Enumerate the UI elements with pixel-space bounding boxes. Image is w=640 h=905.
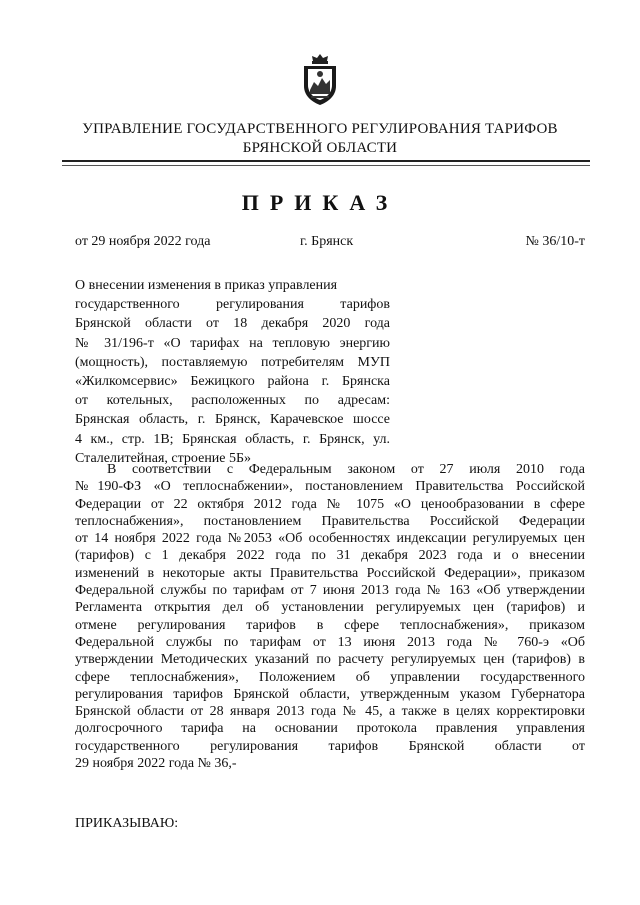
subject-line: 4 км., стр. 1В; Брянская область, г. Брянск, ул.: [75, 431, 390, 447]
body-paragraph: [75, 461, 585, 772]
organization-header: [60, 120, 580, 158]
body-line: №190-ФЗ «О теплоснабжении», постановлением Правительства Российской: [75, 479, 585, 495]
order-directive: ПРИКАЗЫВАЮ:: [75, 816, 179, 831]
body-line: утверждении Методических указаний по расчету регулируемых цен (тарифов) в: [75, 652, 585, 668]
body-line: 29 ноября 2022 года № 36,-: [75, 756, 237, 772]
body-line: В соответствии с Федеральным законом от 27 июля 2010 года: [107, 462, 585, 477]
body-line: долгосрочного тарифа на основании протокола правления управления: [75, 721, 585, 737]
subject-line: от котельных, расположенных по адресам:: [75, 393, 390, 409]
body-line: государственного регулирования тарифов Брянской области от: [75, 738, 585, 754]
subject-line: Брянской области от 18 декабря 2020 года: [75, 316, 390, 332]
document-date: от 29 ноября 2022 года: [75, 234, 211, 249]
subject-line: «Жилкомсервис» Бежицкого района г. Брянска: [75, 374, 390, 390]
document-number: № 36/10-т: [525, 234, 585, 249]
body-line: отмене регулирования тарифов в сфере теплоснабжения», приказом: [75, 617, 585, 633]
organization-name-line1: УПРАВЛЕНИЕ ГОСУДАРСТВЕННОГО РЕГУЛИРОВАНИЯ ТАРИФОВ: [82, 121, 558, 137]
subject-line: О внесении изменения в приказ управления: [75, 278, 338, 293]
subject-line: (мощность), поставляемую потребителям МУП: [75, 354, 390, 370]
header-divider: [62, 160, 590, 166]
body-line: теплоснабжения», постановлением Правительства Российской Федерации: [75, 513, 585, 529]
subject-line: государственного регулирования тарифов: [75, 297, 390, 313]
subject-line: Брянская область, г. Брянск, Карачевское шоссе: [75, 412, 390, 428]
document-title: ПРИКАЗ: [241, 190, 399, 215]
body-line: Регламента открытия дел об установлении регулируемых цен (тарифов) и: [75, 600, 585, 616]
document-city: г. Брянск: [300, 234, 354, 249]
body-line: изменений в некоторые акты Правительства Российской Федерации», приказом: [75, 565, 585, 581]
subject-line: Сталелитейная, строение 5Б»: [75, 450, 252, 466]
body-line: (тарифов) с 1 декабря 2022 года по 31 декабря 2023 года и о внесении: [75, 548, 585, 564]
body-line: сфере теплоснабжения», Положением об управлении государственного: [75, 669, 585, 685]
organization-name-line2: БРЯНСКОЙ ОБЛАСТИ: [242, 140, 398, 156]
coat-of-arms-icon: [300, 52, 340, 106]
body-line: регулирования тарифов Брянской области, утвержденным указом Губернатора: [75, 686, 585, 702]
subject-block: [75, 276, 390, 468]
body-line: Федеральной службы по тарифам от 13 июня 2013 года № 760-э «Об: [75, 634, 585, 650]
body-line: Федерации от 22 октября 2012 года № 1075 «О ценообразовании в сфере: [75, 496, 585, 512]
body-line: от 14 ноября 2022 года №2053 «Об особенностях индексации регулируемых цен: [75, 531, 585, 547]
subject-line: № 31/196-т «О тарифах на тепловую энергию: [75, 335, 390, 351]
body-line: Брянской области от 28 января 2013 года № 45, а также в целях корректировки: [75, 704, 585, 720]
body-line: Федеральной службы по тарифам от 7 июня 2013 года № 163 «Об утверждении: [75, 583, 585, 599]
date-line: [75, 234, 585, 252]
